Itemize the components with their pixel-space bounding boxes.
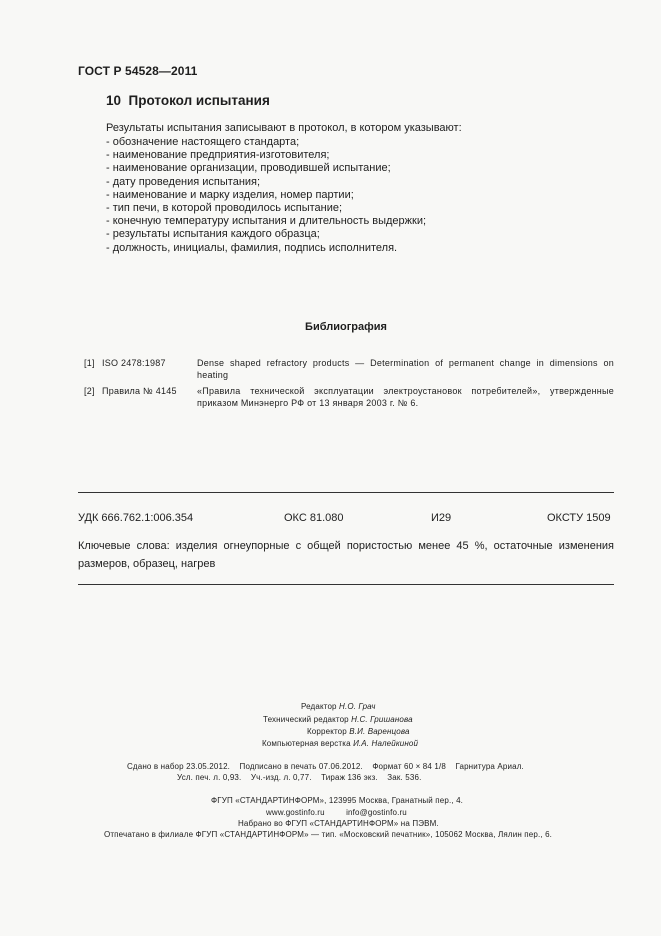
sent-to-print: Сдано в набор 23.05.2012.: [127, 762, 231, 771]
keywords: Ключевые слова: изделия огнеупорные с общей пористостью менее 45 %, остаточные изменения размеров, образец, нагрев: [78, 540, 614, 570]
bibliography-title: Библиография: [305, 321, 387, 333]
paper-format-fraction: 1/8: [434, 762, 446, 771]
tech-editor-name: Н.С. Гришанова: [351, 715, 413, 724]
editor-name: Н.О. Грач: [339, 702, 376, 711]
section-heading: [106, 93, 270, 108]
oks-code: ОКС 81.080: [284, 512, 344, 524]
tech-editor-label: Технический редактор: [263, 715, 349, 724]
signed-for-print: Подписано в печать 07.06.2012.: [239, 762, 363, 771]
publishing-sheets: Уч.-изд. л. 0,77.: [250, 773, 312, 782]
tech-editor-line: [263, 715, 413, 724]
bibliography-description: «Правила технической эксплуатации электроустановок потребителей», утвержденные приказом Минэнерго РФ от 13 января 2003 г. № 6.: [197, 386, 614, 408]
typeset-note: Набрано во ФГУП «СТАНДАРТИНФОРМ» на ПЭВМ.: [238, 819, 439, 828]
website-link[interactable]: www.gostinfo.ru: [266, 808, 325, 817]
list-item: - обозначение настоящего стандарта;: [106, 136, 300, 148]
divider-bottom: [78, 584, 614, 585]
corrector-name: В.И. Варенцова: [349, 727, 410, 736]
email-link[interactable]: info@gostinfo.ru: [346, 808, 407, 817]
list-item: - должность, инициалы, фамилия, подпись исполнителя.: [106, 241, 398, 254]
print-dates-line: [127, 762, 524, 771]
print-sheets: Усл. печ. л. 0,93.: [177, 773, 242, 782]
list-item: - наименование организации, проводившей испытание;: [106, 162, 391, 175]
printed-note: Отпечатано в филиале ФГУП «СТАНДАРТИНФОРМ» — тип. «Московский печатник», 105062 Москва, Лялин пер., 6.: [104, 830, 553, 839]
layout-label: Компьютерная верстка: [262, 739, 351, 748]
layout-line: [262, 739, 418, 748]
bibliography-entry: [84, 357, 614, 381]
index-code: И29: [431, 512, 452, 524]
corrector-label: Корректор: [307, 727, 347, 736]
bibliography-description: Dense shaped refractory products — Determination of permanent change in dimensions on heating: [197, 358, 614, 380]
section-title: Протокол испытания: [128, 93, 270, 108]
bibliography-entry: [84, 385, 614, 409]
order-number: Зак. 536.: [387, 773, 422, 782]
bibliography-number: [2]: [84, 386, 95, 396]
list-item: - наименование предприятия-изготовителя;: [106, 149, 330, 162]
circulation: Тираж 136 экз.: [321, 773, 378, 782]
bibliography-source: Правила № 4145: [102, 386, 177, 396]
list-item: - тип печи, в которой проводилось испытание;: [106, 202, 343, 215]
bibliography-source: ISO 2478:1987: [102, 358, 166, 368]
contacts-line: [266, 808, 407, 817]
report-items-list: [106, 136, 426, 255]
section-number: 10: [106, 93, 122, 108]
document-standard-number: ГОСТ Р 54528—2011: [78, 64, 198, 78]
udk-code: УДК 666.762.1:006.354: [78, 512, 194, 524]
paper-format: Формат 60 × 84: [372, 762, 432, 771]
list-item: - конечную температуру испытания и длительность выдержки;: [106, 215, 427, 228]
print-figures-line: [177, 773, 421, 782]
publisher-address: ФГУП «СТАНДАРТИНФОРМ», 123995 Москва, Гранатный пер., 4.: [211, 796, 464, 805]
section-intro: Результаты испытания записывают в протокол, в котором указывают:: [106, 122, 462, 134]
list-item: - дату проведения испытания;: [106, 175, 261, 188]
corrector-line: [307, 727, 410, 736]
list-item: - результаты испытания каждого образца;: [106, 228, 320, 241]
divider-top: [78, 492, 614, 493]
okstu-code: ОКСТУ 1509: [547, 512, 611, 524]
typeface: Гарнитура Ариал.: [455, 762, 524, 771]
layout-name: И.А. Налейкиной: [353, 739, 419, 748]
editor-line: [301, 702, 376, 711]
bibliography-number: [1]: [84, 358, 95, 368]
editor-label: Редактор: [301, 702, 337, 711]
list-item: - наименование и марку изделия, номер партии;: [106, 188, 354, 201]
